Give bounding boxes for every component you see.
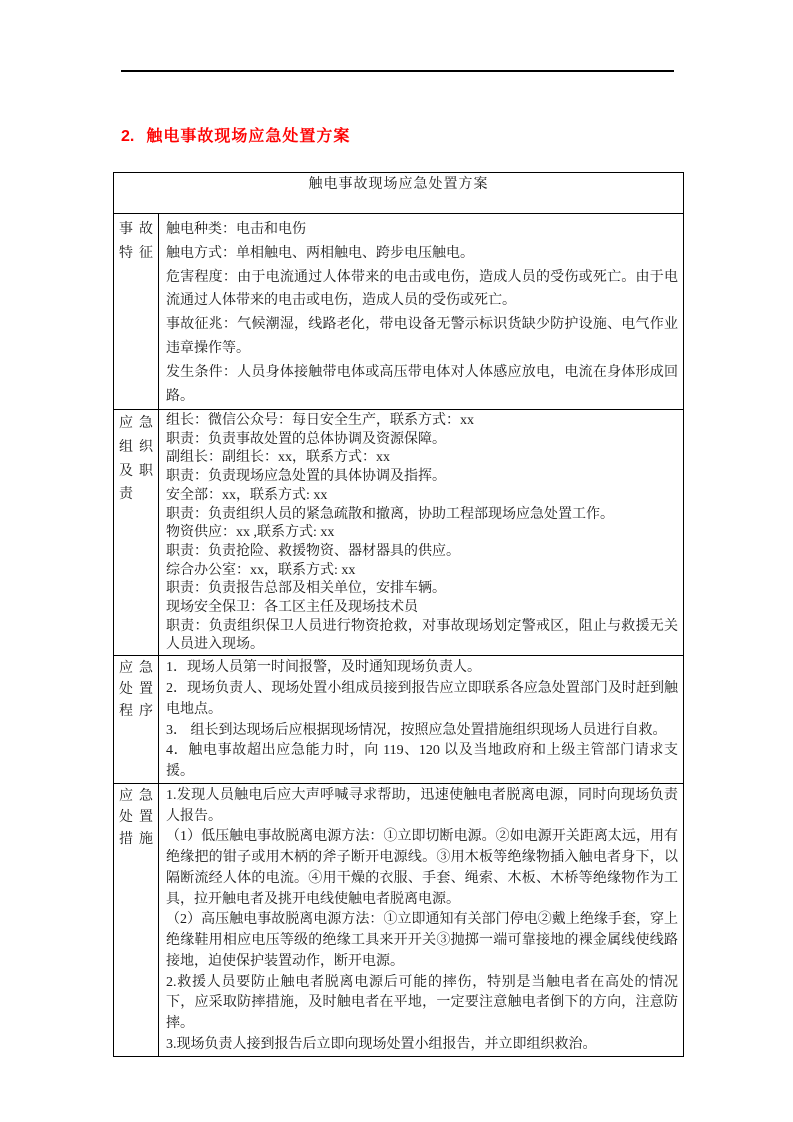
table-row-response-measures: [114, 783, 684, 1056]
paragraph: （1）低压触电事故脱离电源方法：①立即切断电源。②如电源开关距离太远，用有绝缘把的钳子或用木柄的斧子断开电源线。③用木板等绝缘物插入触电者身下，以隔断流经人体的电流。④用干燥的衣服、手套、绳索、木板、木桥等绝缘物作为工具，拉开触电者及挑开电线使触电者脱离电源。: [166, 829, 678, 907]
paragraph: 职责：负责组织保卫人员进行物资抢救，对事故现场划定警戒区，阻止与救援无关人员进入现场。: [166, 618, 678, 653]
paragraph: 3.现场负责人接到报告后立即向现场处置小组报告，并立即组织救治。: [166, 1036, 597, 1052]
paragraph: 组长：微信公众号：每日安全生产，联系方式：xx: [166, 413, 474, 428]
paragraph: 4．触电事故超出应急能力时，向 119、120 以及当地政府和上级主管部门请求支援。: [166, 743, 678, 780]
paragraph: 2．现场负责人、现场处置小组成员接到报告应立即联系各应急处置部门及时赶到触电地点。: [166, 680, 678, 717]
paragraph: 职责：负责组织人员的紧急疏散和撤离，协助工程部现场应急处置工作。: [166, 506, 614, 522]
paragraph: （2）高压触电事故脱离电源方法：①立即通知有关部门停电②戴上绝缘手套，穿上绝缘鞋用相应电压等级的绝缘工具来开开关③抛掷一端可靠接地的裸金属线使线路接地，迫使保护装置动作，断开电源。: [166, 912, 678, 969]
table-row-emergency-organization: [114, 410, 684, 656]
paragraph: 副组长：副组长：xx，联系方式：xx: [166, 450, 390, 466]
paragraph: 职责：负责抢险、救援物资、器材器具的供应。: [166, 543, 460, 559]
row-label-accident-features: 事故特征: [114, 214, 159, 410]
paragraph: 现场安全保卫：各工区主任及现场技术员: [166, 600, 418, 616]
paragraph: 3． 组长到达现场后应根据现场情况，按照应急处置措施组织现场人员进行自救。: [166, 722, 667, 738]
paragraph: 触电种类：电击和电伤: [166, 222, 306, 237]
table-row-accident-features: [114, 214, 684, 410]
row-label-response-measures: 应急处置措施: [114, 783, 159, 1056]
table-title-row: [114, 173, 684, 214]
paragraph: 危害程度：由于电流通过人体带来的电击或电伤，造成人员的受伤或死亡。由于电流通过人体带来的电击或电伤，造成人员的受伤或死亡。: [166, 269, 678, 309]
row-content-response-measures: [159, 783, 684, 1056]
row-label-emergency-organization: 应急组织及职责: [114, 410, 159, 656]
document-table: [113, 172, 684, 1057]
page-header-rule: [121, 70, 674, 72]
paragraph: 物资供应：xx ,联系方式: xx: [166, 525, 335, 541]
paragraph: 职责：负责报告总部及相关单位，安排车辆。: [166, 581, 446, 597]
table-row-response-procedure: [114, 656, 684, 784]
paragraph: 职责：负责事故处置的总体协调及资源保障。: [166, 431, 446, 447]
row-content-response-procedure: [159, 656, 684, 784]
paragraph: 发生条件：人员身体接触带电体或高压带电体对人体感应放电，电流在身体形成回路。: [166, 364, 678, 404]
section-heading: [121, 123, 350, 146]
section-heading-number: 2.: [121, 128, 135, 145]
paragraph: 事故征兆：气候潮湿，线路老化，带电设备无警示标识货缺少防护设施、电气作业违章操作等。: [166, 317, 678, 356]
row-content-accident-features: [159, 214, 684, 410]
paragraph: 安全部：xx，联系方式: xx: [166, 487, 328, 503]
paragraph: 触电方式：单相触电、两相触电、跨步电压触电。: [166, 245, 474, 261]
table-title: 触电事故现场应急处置方案: [114, 173, 684, 214]
section-heading-text: 触电事故现场应急处置方案: [146, 128, 351, 145]
paragraph: 职责：负责现场应急处置的具体协调及指挥。: [166, 469, 446, 485]
row-label-response-procedure: 应急处置程序: [114, 656, 159, 784]
paragraph: 综合办公室：xx，联系方式: xx: [166, 562, 356, 578]
paragraph: 1．现场人员第一时间报警，及时通知现场负责人。: [166, 660, 481, 676]
paragraph: 2.救援人员要防止触电者脱离电源后可能的摔伤，特别是当触电者在高处的情况下，应采取防摔措施，及时触电者在平地，一定要注意触电者倒下的方向，注意防摔。: [166, 974, 678, 1032]
paragraph: 1.发现人员触电后应大声呼喊寻求帮助，迅速使触电者脱离电源，同时向现场负责人报告。: [166, 787, 678, 824]
row-content-emergency-organization: [159, 410, 684, 656]
